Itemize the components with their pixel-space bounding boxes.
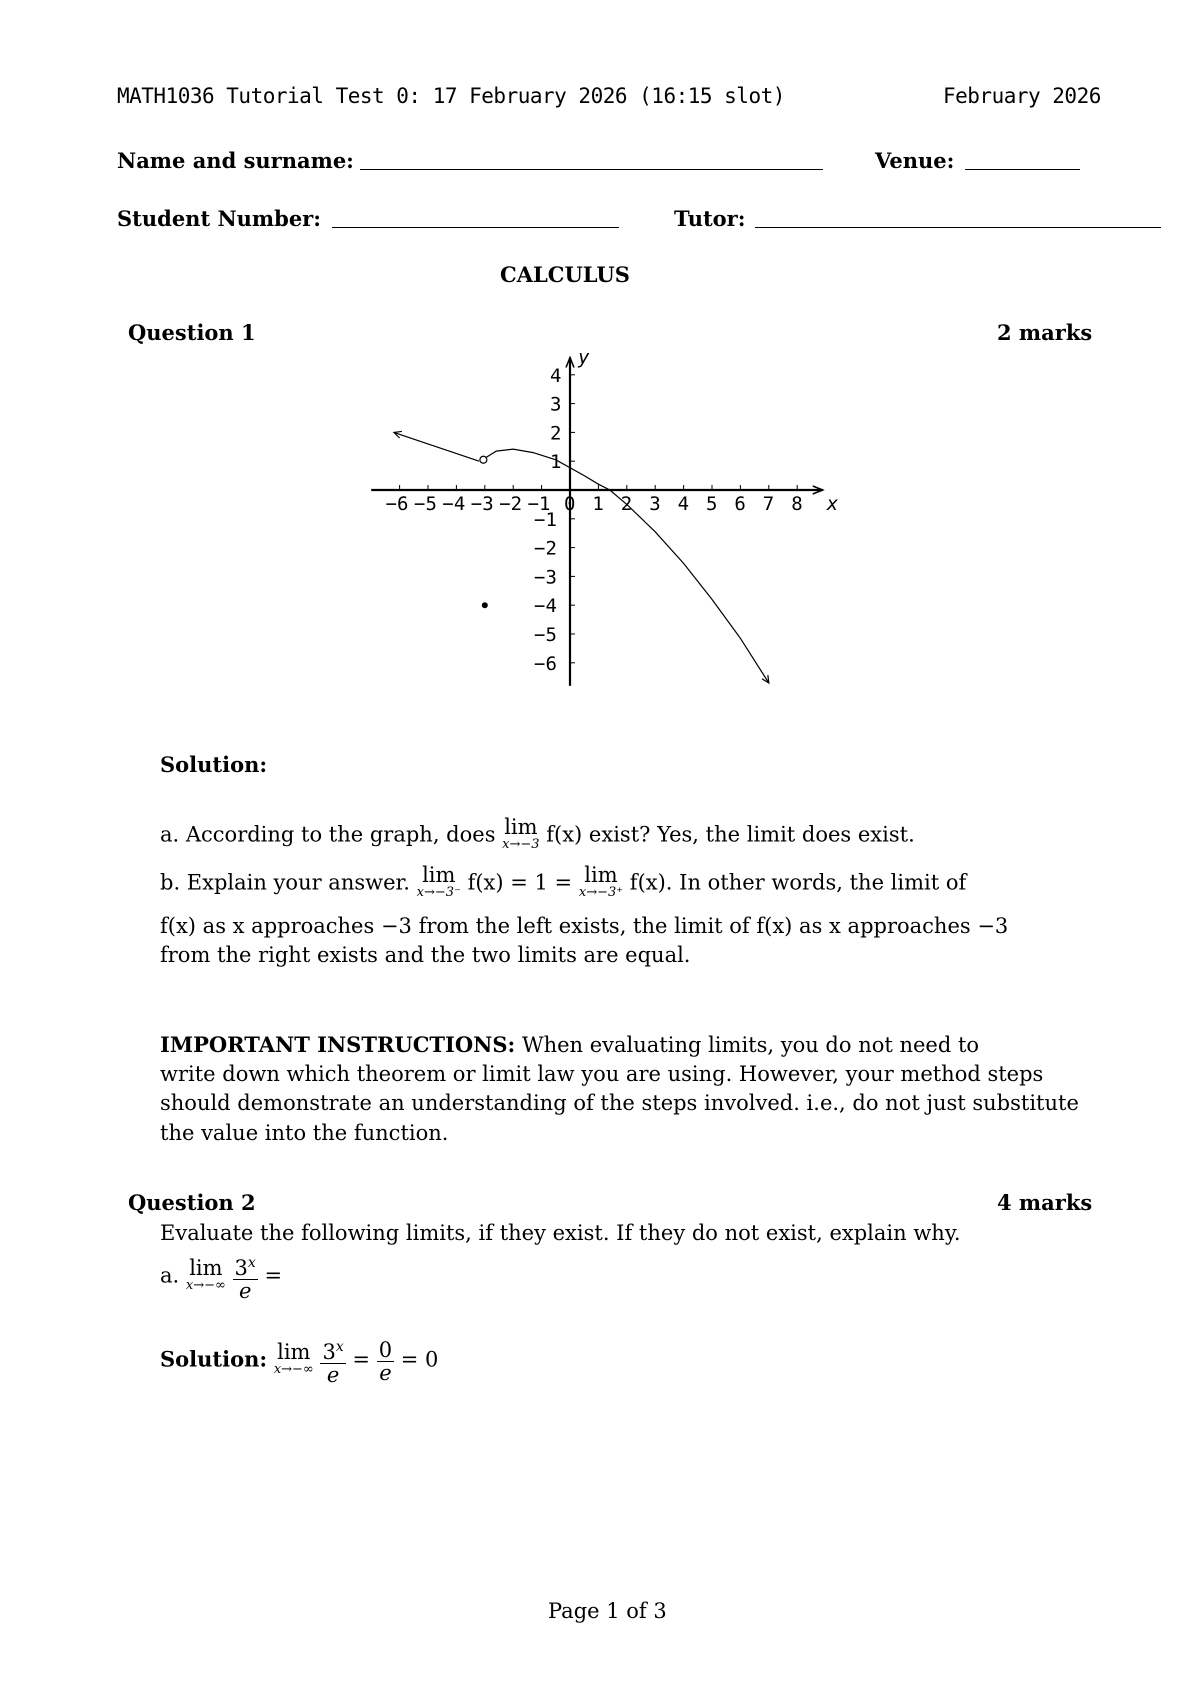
function-curve-2 — [485, 449, 769, 683]
x-tick-label: 0 — [564, 493, 576, 515]
frac-numerator: 3 — [322, 1340, 336, 1364]
question-2-title: Question 2 — [128, 1190, 256, 1215]
x-tick-label: 3 — [649, 493, 661, 515]
page-number: Page 1 of 3 — [548, 1599, 667, 1623]
question-1-marks: 2 marks — [997, 320, 1093, 345]
q1-part-a-prefix: a. According to the graph, does — [160, 822, 496, 847]
q1-part-b-tail: f(x). In other words, the limit of — [629, 870, 967, 895]
frac-numerator: 0 — [378, 1337, 393, 1362]
y-axis-label: y — [578, 350, 590, 369]
y-tick-label: −6 — [534, 652, 557, 675]
q1-part-b-line2: f(x) as x approaches −3 from the left exists, the limit of f(x) as x approaches −3 — [160, 914, 1009, 938]
function-curve-1 — [394, 432, 479, 461]
x-tick-label: −6 — [385, 493, 409, 515]
x-tick-label: 8 — [791, 493, 803, 515]
curve-end-arrow — [762, 675, 769, 683]
tutor-label: Tutor: — [674, 206, 746, 231]
q2-fraction — [233, 1252, 258, 1302]
instructions-text-1: When evaluating limits, you do not need to — [521, 1033, 980, 1057]
q2-equals: = — [264, 1263, 283, 1288]
student-number-field[interactable] — [332, 227, 619, 228]
frac-denominator: e — [238, 1279, 252, 1303]
instructions-line2: write down which theorem or limit law you are using. However, your method steps — [160, 1062, 1044, 1086]
question-2-prompt: Evaluate the following limits, if they exist. If they do not exist, explain why. — [160, 1221, 961, 1245]
q2-part-a — [160, 1252, 282, 1302]
x-tick-label: −5 — [414, 493, 437, 515]
q2-solution-limit — [273, 1340, 314, 1379]
y-tick-label: 4 — [550, 364, 562, 387]
venue-field[interactable] — [965, 169, 1080, 170]
y-tick-label: −1 — [534, 508, 557, 531]
frac-numerator: 3 — [234, 1256, 248, 1280]
instructions-line1 — [160, 1030, 979, 1060]
y-tick-label: −4 — [534, 595, 557, 618]
function-graph — [350, 350, 840, 700]
q1-solution-label: Solution: — [160, 752, 268, 777]
lim-word: lim — [189, 1256, 223, 1280]
x-axis-label: x — [826, 493, 839, 515]
q2-solution — [160, 1336, 438, 1386]
venue-label: Venue: — [875, 148, 955, 173]
x-tick-label: 1 — [592, 493, 604, 515]
q1-part-a-suffix: f(x) exist? Yes, the limit does exist. — [546, 822, 915, 847]
lim-sub: x→−∞ — [273, 1362, 314, 1377]
lim-word: lim — [584, 863, 618, 887]
student-number-label: Student Number: — [117, 206, 322, 231]
frac-exponent: x — [247, 1255, 256, 1271]
test-title: MATH1036 Tutorial Test 0: 17 February 2026 (16:15 slot) — [117, 84, 785, 108]
x-tick-label: −1 — [527, 493, 551, 515]
x-tick-label: −4 — [442, 493, 466, 515]
q2-solution-fraction-2 — [377, 1339, 394, 1384]
tutor-field[interactable] — [755, 227, 1161, 228]
right-limit-notation — [578, 863, 624, 902]
x-tick-label: 7 — [762, 493, 775, 515]
name-label: Name and surname: — [117, 148, 354, 173]
lim-word: lim — [277, 1340, 311, 1364]
frac-exponent: x — [335, 1339, 344, 1355]
y-tick-label: −2 — [534, 537, 557, 560]
name-field[interactable] — [360, 169, 823, 170]
q1-part-b-mid: f(x) = 1 = — [467, 870, 573, 895]
x-tick-label: −2 — [499, 493, 523, 515]
x-tick-label: 6 — [734, 493, 746, 515]
limit-notation — [502, 815, 540, 854]
lim-sub: x→−3⁺ — [578, 885, 624, 900]
q2-part-a-label: a. — [160, 1263, 180, 1288]
lim-sub: x→−3 — [502, 837, 540, 852]
x-tick-label: 4 — [677, 493, 690, 515]
x-tick-label: 5 — [706, 493, 718, 515]
question-2-marks: 4 marks — [997, 1190, 1093, 1215]
instructions-line3: should demonstrate an understanding of the steps involved. i.e., do not just substitute — [160, 1091, 1079, 1115]
q2-limit-notation — [185, 1256, 226, 1295]
instructions-label: IMPORTANT INSTRUCTIONS: — [160, 1032, 516, 1057]
y-tick-label: −5 — [534, 624, 557, 646]
lim-sub: x→−3⁻ — [416, 885, 461, 900]
y-tick-label: −3 — [534, 566, 557, 589]
y-tick-label: 3 — [550, 393, 562, 416]
q2-solution-result: = 0 — [400, 1347, 439, 1372]
q1-part-b-line1 — [160, 863, 967, 902]
q1-part-b-prefix: b. Explain your answer. — [160, 870, 410, 895]
frac-denominator: e — [326, 1363, 340, 1387]
q1-part-b-line3: from the right exists and the two limits are equal. — [160, 943, 691, 967]
q2-solution-label: Solution: — [160, 1346, 268, 1372]
question-1-title: Question 1 — [128, 320, 256, 345]
y-tick-label: 2 — [550, 422, 562, 445]
q1-part-a — [160, 815, 915, 854]
lim-word: lim — [504, 815, 538, 839]
y-tick-label: 1 — [550, 451, 562, 474]
instructions-line4: the value into the function. — [160, 1121, 449, 1145]
lim-word: lim — [422, 863, 456, 887]
left-limit-notation — [416, 863, 461, 902]
q2-solution-fraction — [320, 1336, 345, 1386]
filled-point — [482, 602, 488, 608]
section-title: CALCULUS — [500, 262, 630, 287]
header-date: February 2026 — [943, 84, 1101, 108]
open-point — [480, 456, 487, 463]
frac-denominator: e — [379, 1360, 392, 1385]
x-tick-label: 2 — [620, 493, 633, 515]
lim-sub: x→−∞ — [185, 1278, 226, 1293]
x-tick-label: −3 — [470, 493, 494, 515]
q2-solution-equals: = — [352, 1347, 371, 1372]
